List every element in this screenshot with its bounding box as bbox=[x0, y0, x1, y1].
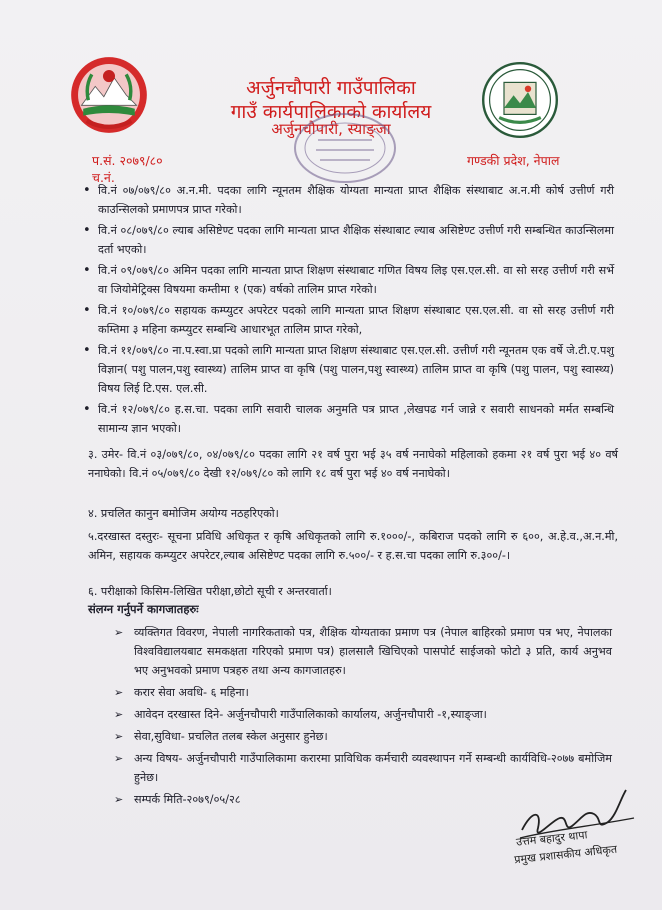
list-item: • वि.नं १०/०७९/८० सहायक कम्प्युटर अपरेटर पदको लागि मान्यता प्राप्त शिक्षण संस्थाबाट एस.एल.सी. वा सो सरह उत्तीर्ण गरी कम्तिमा ३ महिना कम्प्युटर सम्बन्धि आधारभूत तालिम प्राप्त गरेको, bbox=[98, 301, 614, 339]
list-item: • वि.नं १२/०७९/८० ह.स.चा. पदका लागि सवारी चालक अनुमति पत्र प्राप्त ,लेखपढ गर्न जान्ने र सवारी साधनको मर्मत सम्बन्धि सामान्य ज्ञान भएको। bbox=[98, 400, 614, 438]
list-item: ➢ सम्पर्क मिति-२०७९/०५/२८ bbox=[134, 790, 612, 809]
header-municipality: अर्जुनचौपारी गाउँपालिका bbox=[246, 77, 416, 99]
list-item: ➢ सेवा,सुविधा- प्रचलित तलब स्केल अनुसार हुनेछ। bbox=[134, 727, 612, 746]
dispatch-number: च.नं. bbox=[92, 170, 115, 185]
age-clause: ३. उमेर- वि.नं ०३/०७९/८०, ०४/०७९/८० पदका लागि २१ वर्ष पुरा भई ३५ वर्ष ननाघेको महिलाको हकमा २१ वर्ष पुरा भई ४० वर्ष ननाघेको। वि.नं ०५/०७९/८० देखी १२/०७९/८० को लागि १८ वर्ष पुरा भई ४० वर्ष ननाघेको। bbox=[88, 448, 618, 480]
exam-type-clause: ६. परीक्षाको किसिम-लिखित परीक्षा,छोटो सूची र अन्तरवार्ता। bbox=[88, 585, 332, 598]
header-office: गाउँ कार्यपालिकाको कार्यालय bbox=[230, 101, 432, 123]
list-item: • वि.नं ०७/०७९/८० अ.न.मी. पदका लागि न्यूनतम शैक्षिक योग्यता मान्यता प्राप्त शैक्षिक संस्थाबाट अ.न.मी कोर्ष उत्तीर्ण गरी काउन्सिलको प्रमाणपत्र प्राप्त गरेको। bbox=[98, 181, 614, 219]
list-item: ➢ करार सेवा अवधि- ६ महिना। bbox=[134, 683, 612, 702]
list-item: • वि.नं ०८/०७९/८० ल्याब असिष्टेण्ट पदका लागि मान्यता प्राप्त शैक्षिक संस्थाबाट ल्याब असिष्टेण्ट उत्तीर्ण गरी सम्बन्धित काउन्सिलमा दर्ता भएको। bbox=[98, 221, 614, 259]
signatory-title: प्रमुख प्रशासकीय अधिकृत bbox=[513, 842, 618, 867]
list-item: ➢ व्यक्तिगत विवरण, नेपाली नागरिकताको पत्र, शैक्षिक योग्यताका प्रमाण पत्र (नेपाल बाहिरको प्रमाण पत्र भए, नेपालका विश्वविद्यालयबाट समकक्षता गरिएको प्रमाण पत्र) हालसालै खिचिएको पासपोर्ट साईजको फोटो ३ प्रति, कार्य अनुभव भए अनुभवको प्रमाण पत्रहरु तथा अन्य कागजातहरु। bbox=[134, 623, 612, 680]
province-label: गण्डकी प्रदेश, नेपाल bbox=[467, 153, 560, 168]
list-item: • वि.नं ११/०७९/८० ना.प.स्वा.प्रा पदको लागि मान्यता प्राप्त शिक्षण संस्थाबाट एस.एल.सी. उत्तीर्ण गरी न्यूनतम एक वर्षे जे.टी.ए.पशु विज्ञान( पशु पालन,पशु स्वास्थ्य) तालिम प्राप्त वा कृषि (पशु पालन,पशु स्वास्थ्य) तालिम प्राप्त वा कृषि (पशु पालन, पशु स्वास्थ्य) विषय लिई टि.एस. एल.सी. bbox=[98, 341, 614, 398]
qualification-list bbox=[98, 181, 614, 440]
signatory-name: उत्तम बहादुर थापा bbox=[515, 828, 588, 849]
list-item: ➢ आवेदन दरखास्त दिने- अर्जुनचौपारी गाउँपालिकाको कार्यालय, अर्जुनचौपारी -१,स्याङ्जा। bbox=[134, 705, 612, 724]
list-item: • वि.नं ०९/०७९/८० अमिन पदका लागि मान्यता प्राप्त शिक्षण संस्थाबाट गणित विषय लिइ एस.एल.सी. वा सो सरह उत्तीर्ण गरी सर्भे वा जियोमेट्रिक्स विषयमा कम्तीमा १ (एक) वर्षको तालिम प्राप्त गरेको। bbox=[98, 261, 614, 299]
eligibility-clause: ४. प्रचलित कानुन बमोजिम अयोग्य नठहरिएको। bbox=[88, 507, 279, 520]
list-item: ➢ अन्य विषय- अर्जुनचौपारी गाउँपालिकामा करारमा प्राविधिक कर्मचारी व्यवस्थापन गर्ने सम्बन्धी कार्यविधि-२०७७ बमोजिम हुनेछ। bbox=[134, 749, 612, 787]
office-stamp-icon bbox=[290, 108, 400, 188]
fee-clause: ५.दरखास्त दस्तुरः- सूचना प्रविधि अधिकृत र कृषि अधिकृतको लागि रु.१०००/-, कबिराज पदको लागि रु ६००, अ.हे.व.,अ.न.मी, अमिन, सहायक कम्प्युटर अपरेटर,ल्याब असिष्टेण्ट पदका लागि रु.५००/- र ह.स.चा पदका लागि रु.३००/-। bbox=[88, 530, 618, 562]
header-address: अर्जुनचौपारी, स्याङ्जा bbox=[271, 120, 391, 138]
documents-heading: संलग्न गर्नुपर्ने कागजातहरुः bbox=[88, 602, 199, 616]
reference-number: प.सं. २०७९/८० bbox=[92, 153, 163, 168]
municipality-logo-icon bbox=[480, 60, 560, 140]
